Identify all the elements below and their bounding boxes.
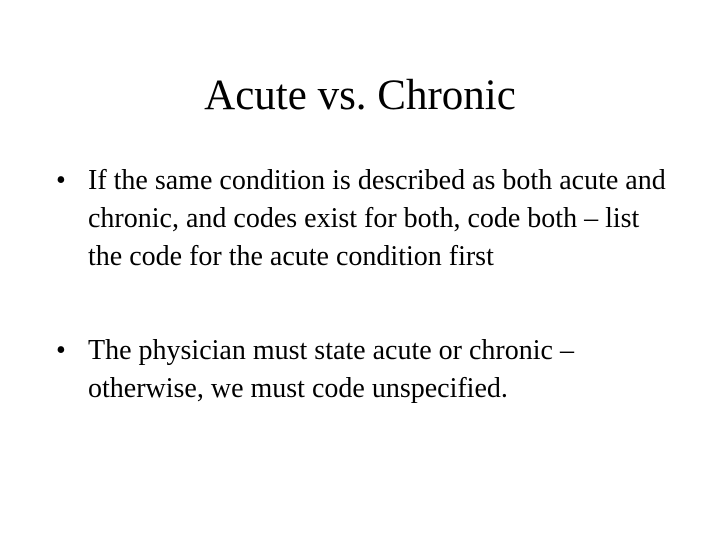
bullet-item-1 bbox=[56, 162, 676, 276]
bullet-dot-icon: • bbox=[56, 335, 66, 366]
slide-title: Acute vs. Chronic bbox=[204, 72, 516, 119]
bullet-list bbox=[56, 162, 676, 408]
bullet-text-1: If the same condition is described as both acute and chronic, and codes exist for both, code both – list the code for the acute condition first bbox=[88, 165, 666, 272]
bullet-item-2 bbox=[56, 332, 676, 408]
bullet-dot-icon: • bbox=[56, 165, 66, 196]
bullet-text-2: The physician must state acute or chronic – otherwise, we must code unspecified. bbox=[88, 335, 574, 404]
